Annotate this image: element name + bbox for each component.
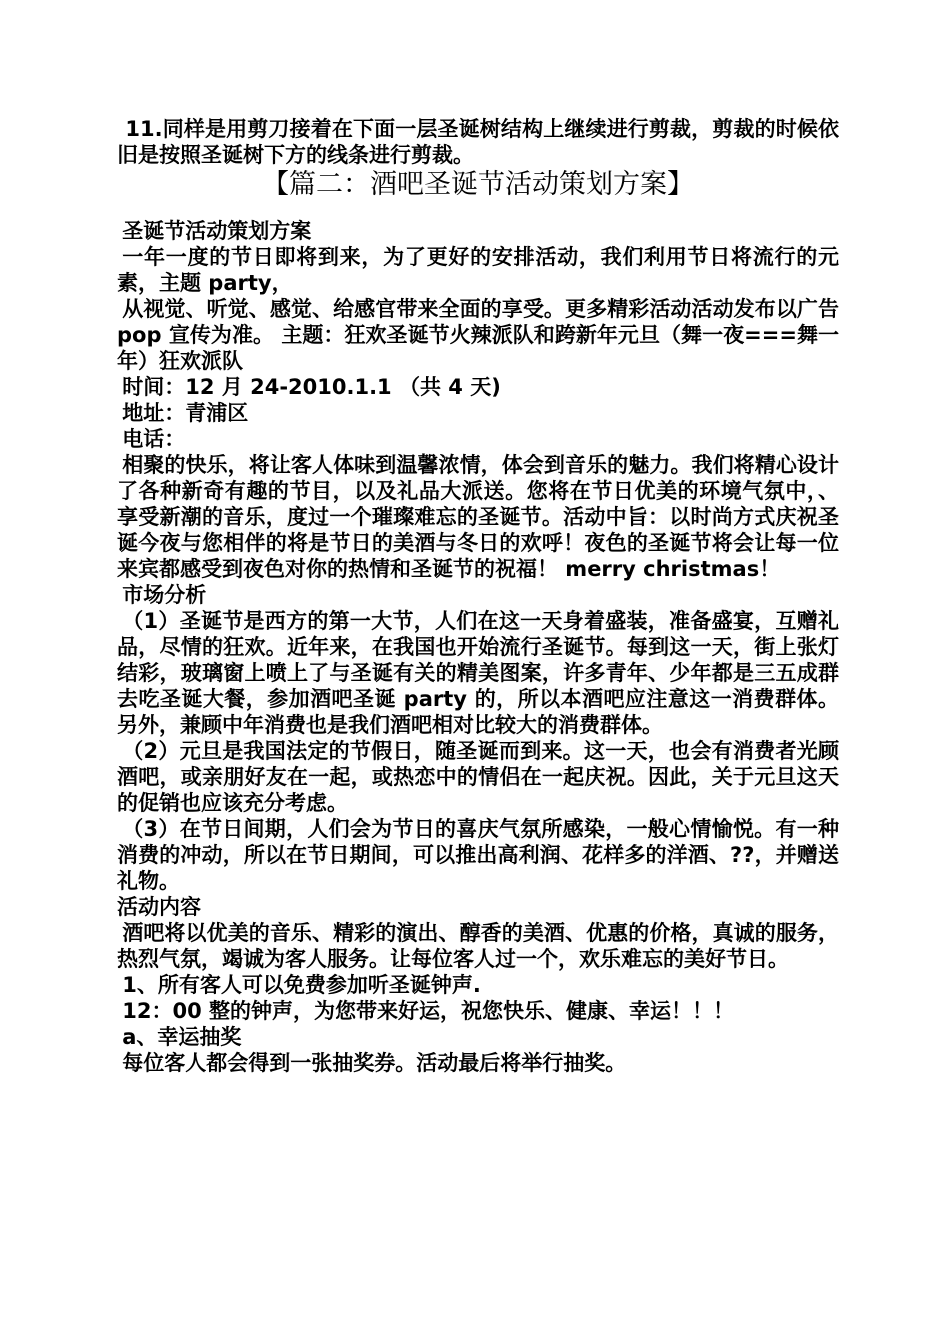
document-page xyxy=(117,116,839,1076)
opening-paragraph-1: 一年一度的节日即将到来，为了更好的安排活动，我们利用节日将流行的元素，主题 party， xyxy=(117,245,839,295)
market-paragraph-3: （3）在节日间期，人们会为节日的喜庆气氛所感染，一般心情愉悦。有一种消费的冲动，所以在节日期间，可以推出高利润、花样多的洋酒、??，并赠送礼物。 xyxy=(117,817,839,893)
intro-paragraph: 11.同样是用剪刀接着在下面一层圣诞树结构上继续进行剪裁，剪裁的时候依旧是按照圣诞树下方的线条进行剪裁。 xyxy=(117,117,839,167)
section-heading: 【篇二：酒吧圣诞节活动策划方案】 xyxy=(262,169,694,200)
address-line: 地址：青浦区 xyxy=(122,401,249,425)
content-paragraph: 酒吧将以优美的音乐、精彩的演出、醇香的美酒、优惠的价格，真诚的服务，热烈气氛，竭诚为客人服务。让每位客人过一个，欢乐难忘的美好节日。 xyxy=(117,921,839,971)
welcome-paragraph: 相聚的快乐，将让客人体味到温馨浓情，体会到音乐的魅力。我们将精心设计了各种新奇有趣的节目，以及礼品大派送。您将在节日优美的环境气氛中，、享受新潮的音乐，度过一个璀璨难忘的圣诞节。活动中旨：以时尚方式庆祝圣诞今夜与您相伴的将是节日的美酒与冬日的欢呼！夜色的圣诞节将会让每一位来宾都感受到夜色对你的热情和圣诞节的祝福！ merry christmas！ xyxy=(117,453,839,581)
time-line: 时间：12 月 24-2010.1.1 （共 4 天) xyxy=(122,375,501,399)
list-item-1: 1、所有客人可以免费参加听圣诞钟声. xyxy=(122,973,481,997)
market-heading: 市场分析 xyxy=(122,583,207,607)
content-heading: 活动内容 xyxy=(117,895,201,919)
market-paragraph-2: （2）元旦是我国法定的节假日，随圣诞而到来。这一天，也会有消费者光顾酒吧，或亲朋好友在一起，或热恋中的情侣在一起庆祝。因此，关于元旦这天的促销也应该充分考虑。 xyxy=(117,739,839,815)
list-item-a-detail: 每位客人都会得到一张抽奖券。活动最后将举行抽奖。 xyxy=(122,1051,627,1075)
list-item-a: a、幸运抽奖 xyxy=(122,1025,242,1049)
spacer xyxy=(117,202,839,218)
plan-title: 圣诞节活动策划方案 xyxy=(122,219,312,243)
bell-line: 12：00 整的钟声，为您带来好运，祝您快乐、健康、幸运！！！ xyxy=(122,999,735,1023)
opening-paragraph-2: 从视觉、听觉、感觉、给感官带来全面的享受。更多精彩活动活动发布以广告 pop 宣传为准。 主题：狂欢圣诞节火辣派队和跨新年元旦（舞一夜===舞一年）狂欢派队 xyxy=(117,297,839,373)
market-paragraph-1: （1）圣诞节是西方的第一大节，人们在这一天身着盛装，准备盛宴，互赠礼品，尽情的狂欢。近年来，在我国也开始流行圣诞节。每到这一天，街上张灯结彩，玻璃窗上喷上了与圣诞有关的精美图案，许多青年、少年都是三五成群去吃圣诞大餐，参加酒吧圣诞 party 的，所以本酒吧应注意这一消费群体。另外，兼顾中年消费也是我们酒吧相对比较大的消费群体。 xyxy=(117,609,839,737)
phone-line: 电话： xyxy=(122,427,186,451)
